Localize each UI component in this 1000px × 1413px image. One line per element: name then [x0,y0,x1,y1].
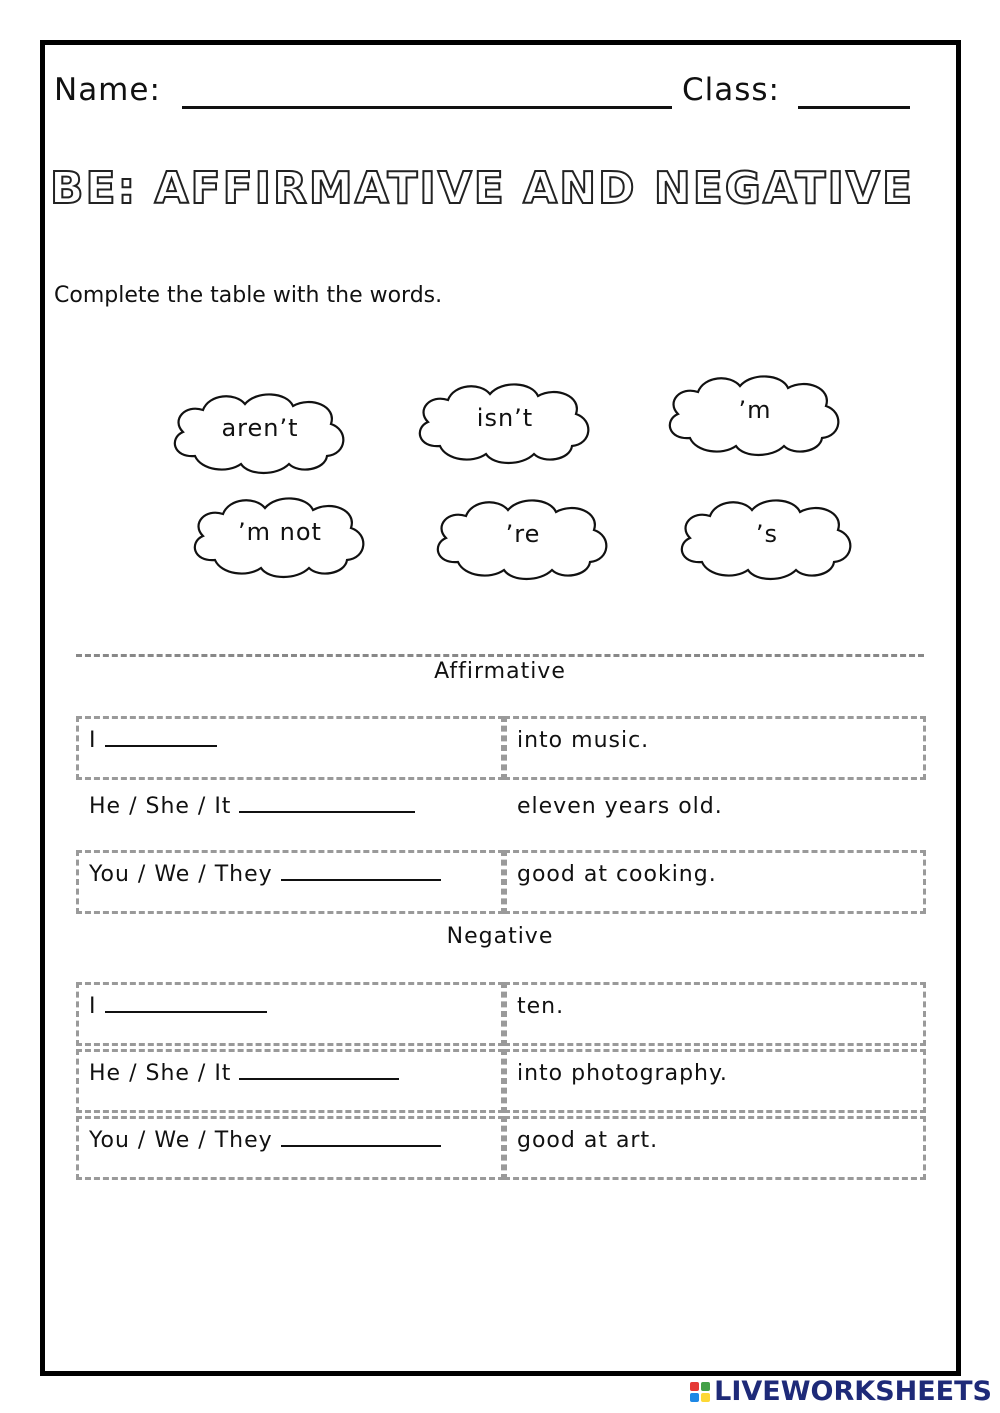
negative-heading: Negative [446,924,554,949]
negative-complement-cell [504,982,926,1046]
word-cloud [165,386,355,478]
logo-square [690,1393,699,1402]
answer-blank[interactable] [239,1078,399,1080]
instruction-text: Complete the table with the words. [54,283,443,308]
affirmative-subject-cell [76,716,504,780]
answer-blank[interactable] [281,1145,441,1147]
logo-text: LIVEWORKSHEETS [714,1376,992,1407]
complement-text: good at cooking. [517,862,717,887]
negative-subject-cell [76,1049,504,1113]
complement-text: ten. [517,994,565,1019]
word-text: isn’t [476,404,534,432]
name-field[interactable] [182,106,672,109]
negative-complement-cell [504,1116,926,1180]
word-cloud [428,492,618,584]
answer-blank[interactable] [281,879,441,881]
word-text: aren’t [221,414,299,442]
class-label: Class: [682,72,781,108]
affirmative-complement-cell [504,716,926,780]
affirmative-complement-cell [504,850,926,914]
word-text: ’m [738,396,772,424]
subject-text: I [89,728,97,753]
liveworksheets-logo[interactable] [690,1376,992,1407]
word-cloud [185,490,375,582]
answer-blank[interactable] [105,1011,267,1013]
worksheet-title: BE: AFFIRMATIVE AND NEGATIVE [50,163,915,214]
word-text: ’s [755,520,779,548]
affirmative-subject-cell [76,850,504,914]
subject-text: You / We / They [89,1128,273,1153]
class-field[interactable] [798,106,910,109]
subject-text: He / She / It [89,794,232,819]
complement-text: into photography. [517,1061,728,1086]
negative-subject-cell [76,982,504,1046]
logo-square [701,1382,710,1391]
word-cloud [672,492,862,584]
logo-squares-icon [690,1382,710,1402]
affirmative-heading: Affirmative [434,659,566,684]
word-text: ’re [505,520,541,548]
complement-text: into music. [517,728,650,753]
affirmative-complement-cell [504,782,926,846]
negative-subject-cell [76,1116,504,1180]
logo-square [701,1393,710,1402]
answer-blank[interactable] [105,745,217,747]
subject-text: I [89,994,97,1019]
complement-text: eleven years old. [517,794,723,819]
negative-complement-cell [504,1049,926,1113]
word-text: ’m not [238,518,322,546]
complement-text: good at art. [517,1128,659,1153]
table-top-rule [76,654,924,657]
answer-blank[interactable] [239,811,415,813]
name-label: Name: [54,72,161,108]
word-cloud [410,376,600,468]
word-cloud [660,368,850,460]
subject-text: He / She / It [89,1061,232,1086]
affirmative-subject-cell [76,782,504,846]
logo-square [690,1382,699,1391]
subject-text: You / We / They [89,862,273,887]
